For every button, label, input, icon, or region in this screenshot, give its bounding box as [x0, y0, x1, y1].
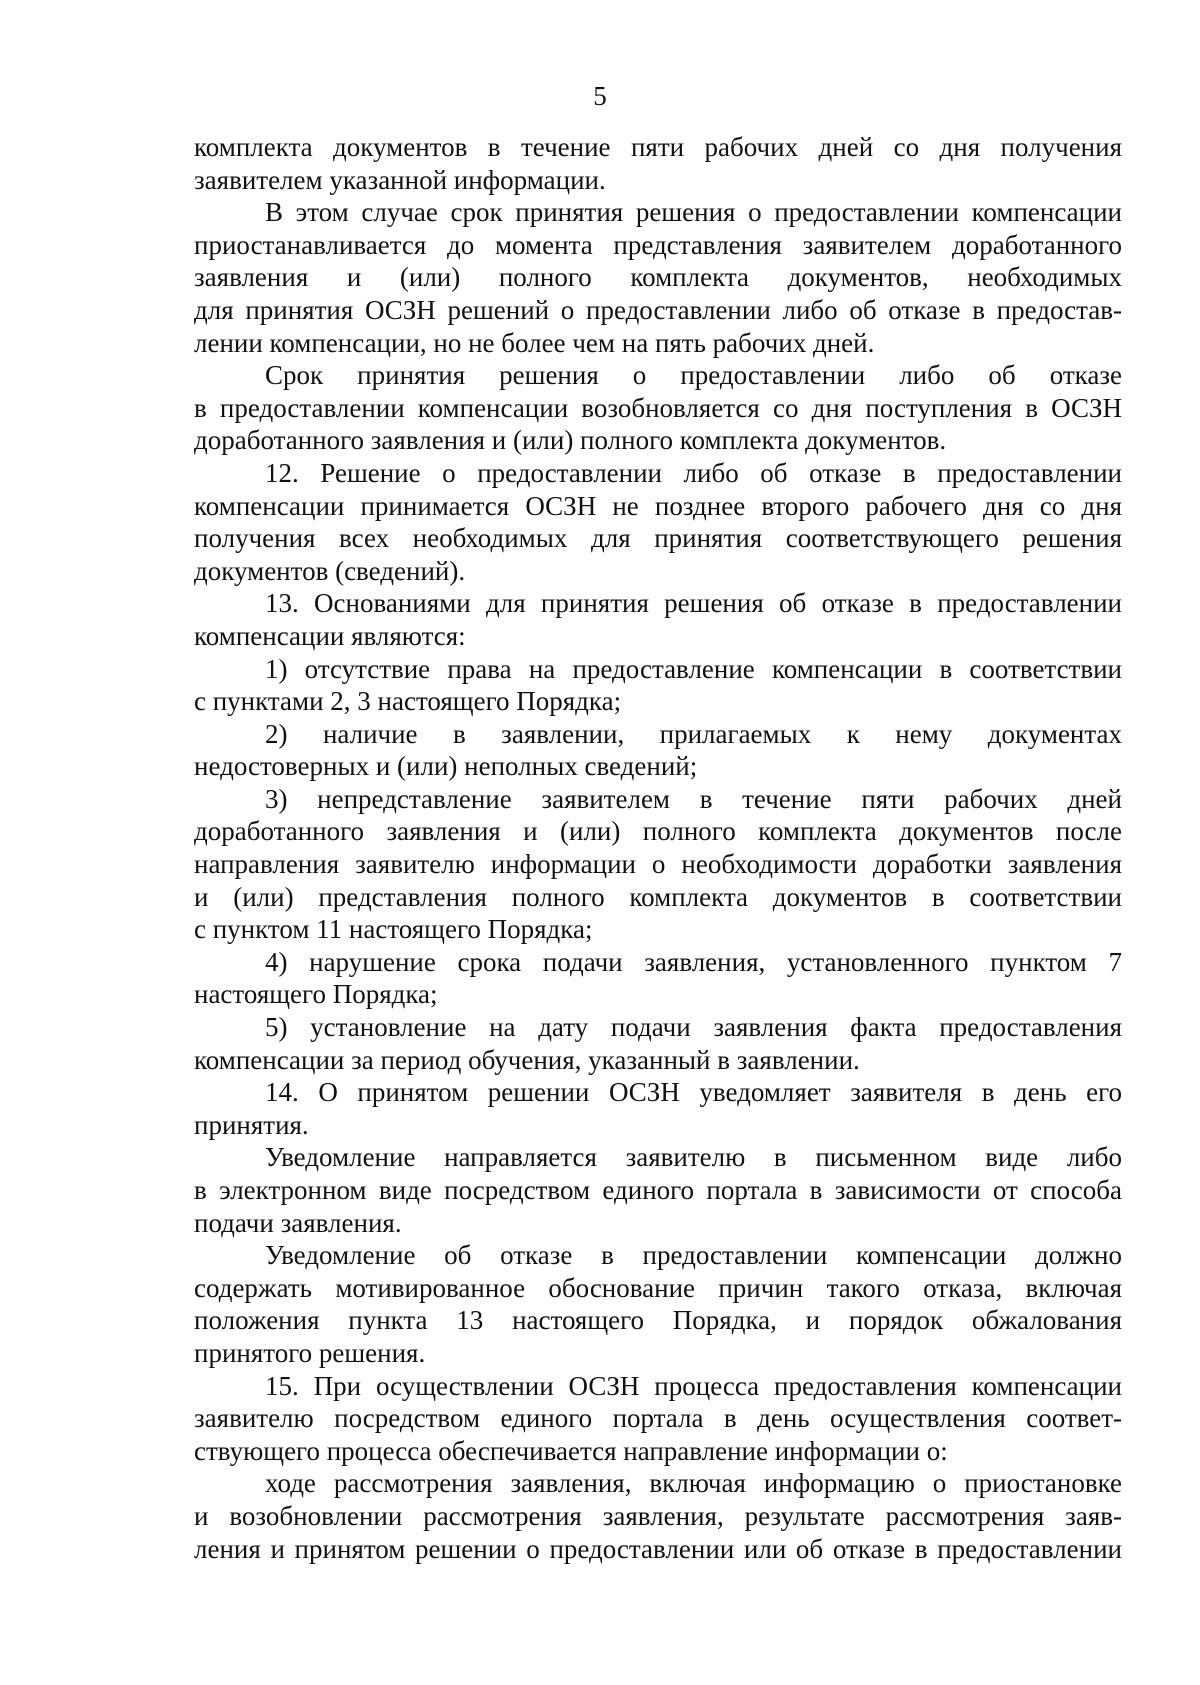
text-line: с пунктом 11 настоящего Порядка; [194, 914, 593, 945]
text-line: подачи заявления. [194, 1207, 402, 1238]
paragraph [194, 457, 1122, 587]
text-line: ходе рассмотрения заявления, включая информацию о приостановке [265, 1468, 1122, 1499]
text-line: 14. О принятом решении ОСЗН уведомляет заявителя в день его [265, 1077, 1122, 1108]
text-line: компенсации за период обучения, указанный в заявлении. [194, 1044, 860, 1075]
text-line: комплекта документов в течение пяти рабочих дней со дня получения [194, 132, 1122, 162]
text-line: Уведомление направляется заявителю в письменном виде либо [265, 1142, 1122, 1173]
paragraph [194, 946, 1122, 1011]
text-line: в предоставлении компенсации возобновляется со дня поступления в ОСЗН [194, 392, 1122, 423]
text-line: содержать мотивированное обоснование причин такого отказа, включая [194, 1272, 1122, 1303]
paragraph [194, 196, 1122, 359]
paragraph [194, 1076, 1122, 1141]
text-line: и (или) представления полного комплекта документов в соответствии [194, 881, 1122, 912]
text-line: компенсации являются: [194, 620, 466, 651]
text-line: ления и принятом решении о предоставлении или об отказе в предоставлении [194, 1533, 1122, 1564]
text-line: заявителем указанной информации. [194, 164, 606, 195]
text-line: для принятия ОСЗН решений о предоставлении либо об отказе в предостав- [194, 294, 1122, 325]
text-line: ствующего процесса обеспечивается направление информации о: [194, 1435, 948, 1466]
text-line: документов (сведений). [194, 555, 466, 586]
page-number: 5 [593, 81, 607, 111]
paragraph [194, 718, 1122, 783]
text-line: настоящего Порядка; [194, 979, 438, 1010]
text-line: 12. Решение о предоставлении либо об отказе в предоставлении [265, 457, 1122, 488]
text-line: 15. При осуществлении ОСЗН процесса предоставления компенсации [265, 1370, 1122, 1401]
paragraph [194, 587, 1122, 652]
text-line: принятия. [194, 1109, 309, 1140]
text-line: Срок принятия решения о предоставлении либо об отказе [265, 360, 1122, 391]
text-line: принятого решения. [194, 1337, 426, 1368]
text-line: доработанного заявления и (или) полного комплекта документов после [194, 816, 1122, 847]
paragraph [194, 1141, 1122, 1239]
text-line: в электронном виде посредством единого портала в зависимости от способа [194, 1175, 1122, 1205]
text-line: Уведомление об отказе в предоставлении компенсации должно [265, 1240, 1122, 1271]
text-line: и возобновлении рассмотрения заявления, результате рассмотрения заяв- [194, 1500, 1122, 1531]
text-line: с пунктами 2, 3 настоящего Порядка; [194, 686, 622, 717]
text-line: 4) нарушение срока подачи заявления, установленного пунктом 7 [265, 946, 1122, 977]
text-line: доработанного заявления и (или) полного комплекта документов. [194, 425, 947, 456]
paragraph [194, 653, 1122, 718]
paragraph [194, 131, 1122, 196]
text-line: направления заявителю информации о необходимости доработки заявления [194, 849, 1122, 880]
text-line: В этом случае срок принятия решения о предоставлении компенсации [265, 197, 1122, 228]
paragraph [194, 359, 1122, 457]
text-line: 5) установление на дату подачи заявления факта предоставления [265, 1012, 1122, 1043]
paragraph [194, 1239, 1122, 1369]
text-line: получения всех необходимых для принятия соответствующего решения [194, 523, 1122, 554]
paragraph [194, 1467, 1122, 1565]
paragraph [194, 1011, 1122, 1076]
text-line: 2) наличие в заявлении, прилагаемых к нему документах [265, 718, 1122, 749]
text-line: 1) отсутствие права на предоставление компенсации в соответствии [265, 653, 1122, 684]
text-line: компенсации принимается ОСЗН не позднее второго рабочего дня со дня [194, 490, 1122, 521]
text-line: заявления и (или) полного комплекта документов, необходимых [194, 262, 1122, 293]
paragraph [194, 783, 1122, 946]
text-line: приостанавливается до момента представления заявителем доработанного [194, 229, 1122, 260]
text-line: 3) непредставление заявителем в течение пяти рабочих дней [265, 783, 1122, 814]
text-line: недостоверных и (или) неполных сведений; [194, 751, 698, 782]
text-line: заявителю посредством единого портала в день осуществления соответ- [194, 1403, 1122, 1434]
text-line: положения пункта 13 настоящего Порядка, и порядок обжалования [194, 1305, 1122, 1336]
document-body [194, 131, 1122, 1565]
text-line: 13. Основаниями для принятия решения об отказе в предоставлении [265, 588, 1122, 619]
paragraph [194, 1370, 1122, 1468]
text-line: лении компенсации, но не более чем на пять рабочих дней. [194, 327, 875, 358]
